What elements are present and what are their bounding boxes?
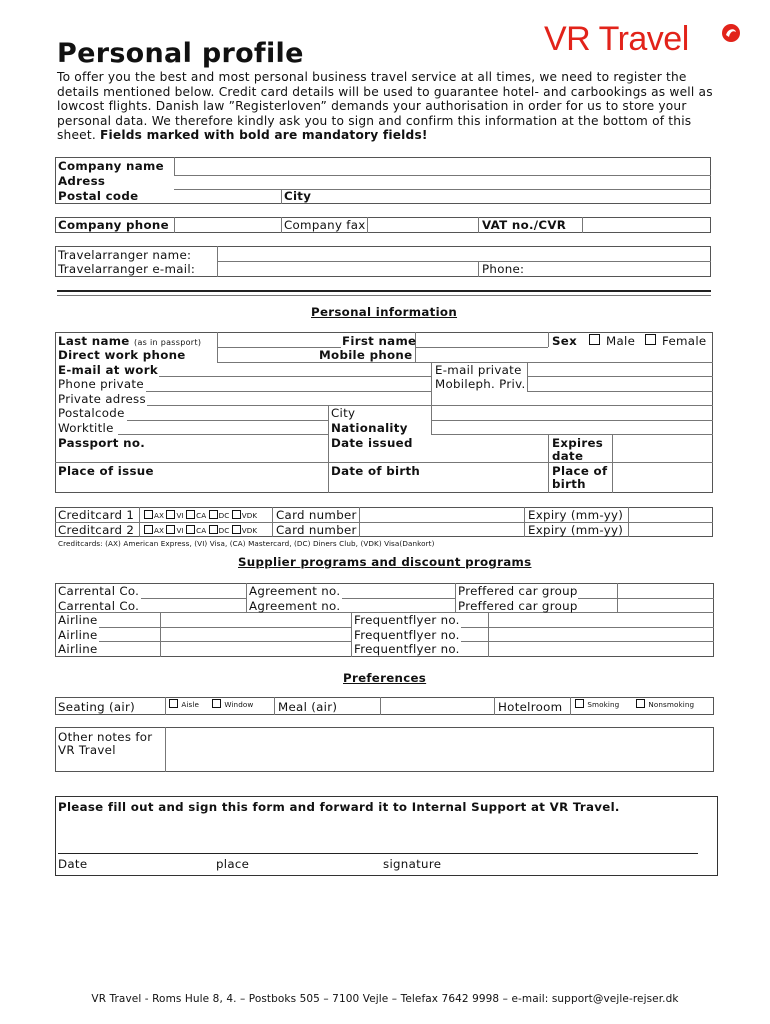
ca-checkbox[interactable] — [186, 510, 195, 519]
signature-instruction: Please fill out and sign this form and forward it to Internal Support at VR Travel. — [58, 800, 620, 814]
travelarranger-email-label: Travelarranger e-mail: — [58, 262, 196, 276]
nonsmoking-option — [636, 699, 694, 709]
vi-label: VI — [176, 526, 184, 535]
ax-label: AX — [154, 526, 165, 535]
postal-code-label: Postal code — [58, 189, 139, 203]
vdk-label: VDK — [241, 526, 258, 535]
frequentflyer-2-label: Frequentflyer no. — [354, 628, 460, 642]
carrental-2-label: Carrental Co. — [58, 599, 140, 613]
personal-info-heading: Personal information — [311, 305, 458, 319]
creditcard-2-label: Creditcard 2 — [58, 523, 135, 537]
date-issued-label: Date issued — [331, 436, 413, 450]
email-private-label: E-mail private — [435, 363, 522, 377]
aisle-checkbox[interactable] — [169, 699, 178, 708]
company-phone-label: Company phone — [58, 218, 169, 232]
airline-2-label: Airline — [58, 628, 98, 642]
swirl-icon — [720, 22, 742, 44]
window-label: Window — [224, 700, 254, 709]
expiry-2-label: Expiry (mm-yy) — [528, 523, 624, 537]
private-adress-label: Private adress — [58, 392, 146, 406]
phone-private-label: Phone private — [58, 377, 144, 391]
creditcard-1-label: Creditcard 1 — [58, 508, 135, 522]
smoking-option — [575, 699, 619, 709]
creditcards-note: Creditcards: (AX) American Express, (VI) Visa, (CA) Mastercard, (DC) Diners Club, (VDK) Visa(Dankort) — [58, 539, 435, 548]
carrental-1-label: Carrental Co. — [58, 584, 140, 598]
frequentflyer-1-label: Frequentflyer no. — [354, 613, 460, 627]
agreement-2-label: Agreement no. — [249, 599, 341, 613]
preferred-car-2-label: Preffered car group — [458, 599, 578, 613]
supplier-heading: Supplier programs and discount programs — [238, 555, 532, 569]
preferred-car-1-label: Preffered car group — [458, 584, 578, 598]
logo-text: VR Travel — [544, 20, 689, 58]
vi-checkbox[interactable] — [166, 510, 175, 519]
meal-label: Meal (air) — [278, 700, 338, 714]
other-notes-label-1: Other notes for — [58, 730, 153, 744]
dc-checkbox[interactable] — [209, 525, 218, 534]
adress-label: Adress — [58, 174, 106, 188]
frequentflyer-3-label: Frequentflyer no. — [354, 642, 460, 656]
vat-label: VAT no./CVR — [482, 218, 567, 232]
personal-city-label: City — [331, 406, 356, 420]
mobileph-priv-label: Mobileph. Priv. — [435, 377, 526, 391]
place-of-birth-label-1: Place of — [552, 464, 608, 478]
nonsmoking-label: Nonsmoking — [648, 700, 695, 709]
female-checkbox[interactable] — [645, 334, 656, 345]
other-notes-label-2: VR Travel — [58, 743, 116, 757]
signature-label: signature — [383, 857, 442, 871]
dc-checkbox[interactable] — [209, 510, 218, 519]
hotelroom-label: Hotelroom — [498, 700, 563, 714]
mobile-phone-label: Mobile phone — [319, 348, 413, 362]
ca-label: CA — [196, 511, 207, 520]
nonsmoking-checkbox[interactable] — [636, 699, 645, 708]
intro-paragraph — [57, 70, 717, 143]
vdk-label: VDK — [241, 511, 258, 520]
ax-label: AX — [154, 511, 165, 520]
aisle-label: Aisle — [181, 700, 199, 709]
place-of-birth-label-2: birth — [552, 477, 586, 491]
place-of-issue-label: Place of issue — [58, 464, 154, 478]
first-name-label: First name — [342, 334, 417, 348]
phone-label: Phone: — [482, 262, 525, 276]
last-name-note: (as in passport) — [134, 338, 202, 347]
ca-label: CA — [196, 526, 207, 535]
intro-mandatory-note: Fields marked with bold are mandatory fields! — [100, 128, 428, 143]
expires-date-label-1: Expires — [552, 436, 604, 450]
date-label: Date — [58, 857, 88, 871]
creditcard-2-types — [144, 525, 257, 535]
window-checkbox[interactable] — [212, 699, 221, 708]
company-name-label: Company name — [58, 159, 164, 173]
ca-checkbox[interactable] — [186, 525, 195, 534]
vi-label: VI — [176, 511, 184, 520]
company-fax-label: Company fax — [284, 218, 366, 232]
intro-text: To offer you the best and most personal business travel service at all times, we need to register the details mentioned below. Credit card details will be used to guarantee hotel- and carbookings as well as lowcost flights. Danish law ”Registerloven” demands your authorisation in order for us to store your personal data. We therefore kindly ask you to sign and confirm this information at the bottom of this sheet. — [57, 70, 713, 143]
expires-date-label-2: date — [552, 449, 584, 463]
dc-label: DC — [218, 526, 230, 535]
card-number-2-label: Card number — [276, 523, 357, 537]
date-of-birth-label: Date of birth — [331, 464, 421, 478]
sex-label: Sex — [552, 334, 578, 348]
section-divider — [57, 290, 711, 292]
travelarranger-name-label: Travelarranger name: — [58, 248, 192, 262]
vr-travel-logo — [544, 20, 744, 66]
worktitle-label: Worktitle — [58, 421, 114, 435]
aisle-option — [169, 699, 199, 709]
card-number-1-label: Card number — [276, 508, 357, 522]
nationality-label: Nationality — [331, 421, 408, 435]
male-checkbox[interactable] — [589, 334, 600, 345]
place-label: place — [216, 857, 250, 871]
male-label: Male — [606, 334, 636, 348]
expiry-1-label: Expiry (mm-yy) — [528, 508, 624, 522]
seating-label: Seating (air) — [58, 700, 136, 714]
vdk-checkbox[interactable] — [232, 525, 241, 534]
preferences-heading: Preferences — [343, 671, 427, 685]
creditcard-1-types — [144, 510, 257, 520]
agreement-1-label: Agreement no. — [249, 584, 341, 598]
last-name-text: Last name — [58, 334, 130, 348]
ax-checkbox[interactable] — [144, 525, 153, 534]
direct-work-phone-label: Direct work phone — [58, 348, 186, 362]
airline-1-label: Airline — [58, 613, 98, 627]
vdk-checkbox[interactable] — [232, 510, 241, 519]
footer-address: VR Travel - Roms Hule 8, 4. – Postboks 505 – 7100 Vejle – Telefax 7642 9998 – e-mail: support@vejle-rejser.dk — [91, 993, 679, 1005]
postalcode-label: Postalcode — [58, 406, 125, 420]
other-notes-input[interactable] — [166, 728, 713, 771]
window-option — [212, 699, 253, 709]
ax-checkbox[interactable] — [144, 510, 153, 519]
page-title: Personal profile — [57, 38, 304, 69]
vi-checkbox[interactable] — [166, 525, 175, 534]
smoking-checkbox[interactable] — [575, 699, 584, 708]
passport-no-label: Passport no. — [58, 436, 146, 450]
email-work-label: E-mail at work — [58, 363, 158, 377]
smoking-label: Smoking — [587, 700, 620, 709]
female-label: Female — [662, 334, 707, 348]
dc-label: DC — [218, 511, 230, 520]
airline-3-label: Airline — [58, 642, 98, 656]
city-label: City — [284, 189, 312, 203]
